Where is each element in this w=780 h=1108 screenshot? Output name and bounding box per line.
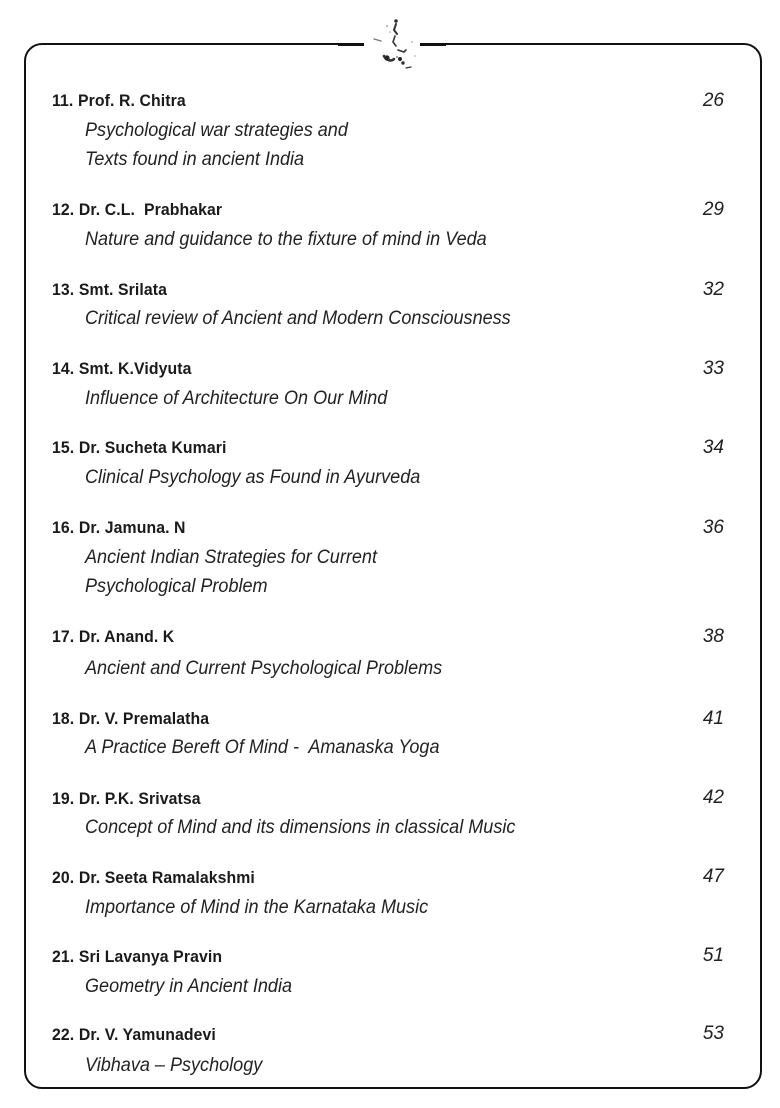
border-segment-right <box>420 43 446 46</box>
entry-number: 11. <box>52 91 74 110</box>
border-segment-left <box>338 43 364 46</box>
entry-author-line <box>52 866 255 890</box>
entry-author: Smt. Srilata <box>78 280 168 299</box>
entry-number: 16. <box>52 518 75 537</box>
entry-title: Influence of Architecture On Our Mind <box>85 388 388 409</box>
entry-title: Clinical Psychology as Found in Ayurveda <box>85 467 421 488</box>
entry-author-line <box>52 945 222 969</box>
entry-page-number: 53 <box>702 1023 724 1044</box>
entry-number: 13. <box>52 280 75 299</box>
entry-page-number: 47 <box>702 866 724 887</box>
entry-page-number: 32 <box>702 279 724 300</box>
entry-title: Concept of Mind and its dimensions in classical Music <box>85 817 516 838</box>
entry-title-continued: Texts found in ancient India <box>85 149 305 170</box>
entry-author-line <box>52 278 167 302</box>
entry-page-number: 38 <box>702 626 724 647</box>
entry-number: 12. <box>52 200 75 219</box>
entry-title: Psychological war strategies and <box>85 120 348 141</box>
entry-author: Dr. Sucheta Kumari <box>78 438 227 457</box>
entry-page-number: 26 <box>702 90 724 111</box>
entry-number: 18. <box>52 709 75 728</box>
entry-author-line <box>52 198 222 222</box>
entry-page-number: 36 <box>702 517 724 538</box>
entry-title: A Practice Bereft Of Mind - Amanaska Yoga <box>85 737 440 758</box>
entry-title: Importance of Mind in the Karnataka Music <box>85 897 429 918</box>
entry-author: Dr. Seeta Ramalakshmi <box>78 868 255 887</box>
entry-author-line <box>52 707 209 731</box>
entry-author: Dr. P.K. Srivatsa <box>78 789 201 808</box>
entry-author-line <box>52 787 201 811</box>
entry-author: Dr. Jamuna. N <box>78 518 186 537</box>
entry-title: Ancient Indian Strategies for Current <box>85 547 377 568</box>
entry-author-line <box>52 1023 216 1047</box>
entry-page-number: 33 <box>702 358 724 379</box>
entry-title: Critical review of Ancient and Modern Consciousness <box>85 308 511 329</box>
entry-title: Vibhava – Psychology <box>85 1055 263 1076</box>
entry-author-line <box>52 89 186 113</box>
entry-author: Sri Lavanya Pravin <box>78 947 223 966</box>
entry-number: 14. <box>52 359 75 378</box>
entry-title: Ancient and Current Psychological Problems <box>85 658 443 679</box>
entry-title: Geometry in Ancient India <box>85 976 293 997</box>
entry-number: 17. <box>52 627 75 646</box>
entry-author-line <box>52 357 192 381</box>
entry-number: 22. <box>52 1025 75 1044</box>
entry-title-continued: Psychological Problem <box>85 576 268 597</box>
entry-author-line <box>52 436 226 460</box>
entry-number: 21. <box>52 947 75 966</box>
entry-page-number: 34 <box>702 437 724 458</box>
entry-author: Dr. C.L. Prabhakar <box>78 200 223 219</box>
decorative-flourish-icon <box>360 12 424 74</box>
entry-author: Dr. V. Premalatha <box>78 709 210 728</box>
entry-page-number: 41 <box>702 708 724 729</box>
entry-title: Nature and guidance to the fixture of mind in Veda <box>85 229 487 250</box>
entry-page-number: 51 <box>702 945 724 966</box>
entry-author-line <box>52 516 186 540</box>
entry-author: Dr. V. Yamunadevi <box>78 1025 216 1044</box>
entry-number: 20. <box>52 868 75 887</box>
entry-page-number: 42 <box>702 787 724 808</box>
entry-page-number: 29 <box>702 199 724 220</box>
entry-author: Smt. K.Vidyuta <box>78 359 192 378</box>
entry-number: 19. <box>52 789 75 808</box>
entry-number: 15. <box>52 438 75 457</box>
entry-author: Prof. R. Chitra <box>78 91 186 110</box>
entry-author: Dr. Anand. K <box>78 627 175 646</box>
entry-author-line <box>52 625 174 649</box>
